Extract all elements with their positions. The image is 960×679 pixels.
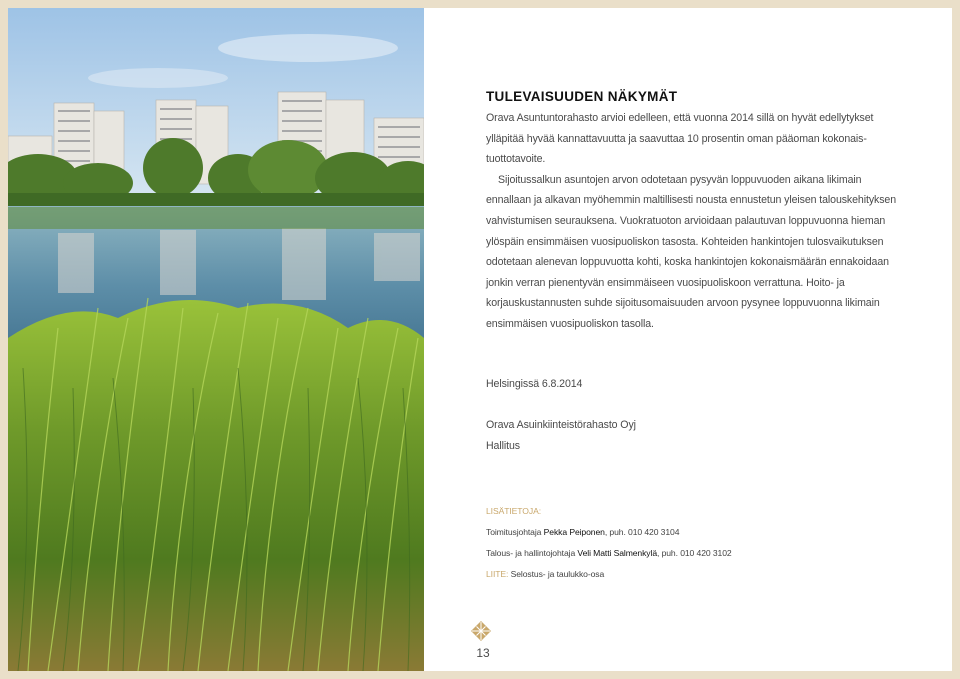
organization-name: Orava Asuinkiinteistörahasto Oyj <box>486 419 636 431</box>
ceo-name: Pekka Peiponen <box>543 527 605 537</box>
board-signature: Hallitus <box>486 440 520 452</box>
contact-ceo <box>486 522 906 543</box>
contact-info <box>486 501 906 585</box>
place-date: Helsingissä 6.8.2014 <box>486 378 583 390</box>
attachment-text: Selostus- ja taulukko-osa <box>510 569 605 579</box>
pinecone-icon <box>471 621 491 641</box>
cfo-phone: , puh. 010 420 3102 <box>657 548 732 558</box>
paragraph-portfolio: Sijoitussalkun asuntojen arvon odotetaan pysyvän loppuvuoden aikana likimain ennallaan ja alkavan myöhemmin maltillisesti nousta ennustetun yleisen talouskehityksen vahvistumisen seurauksena. Vuokratuoton arvioidaan palautuvan loppuvuonna hieman ylöspäin ensimmäisen vuosipuoliskon tasosta. Kohteiden hankintojen tulosvaikutuksen odotetaan alenevan loppuvuotta kohti, koska hankintojen kokonaismäärän ennakoidaan jonkin verran pienentyvän ensimmäiseen vuosipuoliskoon verrattuna. Hoito- ja korjauskustannusten suhde sijoitusomaisuuden arvoon pysynee loppuvuonna likimain ensimmäisen vuosipuoliskon tasolla. <box>486 173 896 330</box>
cfo-title: Talous- ja hallintojohtaja <box>486 548 576 558</box>
text-column <box>486 8 926 671</box>
body-text <box>486 108 906 335</box>
page-number: 13 <box>476 646 490 660</box>
attachment-line <box>486 564 906 585</box>
section-heading: TULEVAISUUDEN NÄKYMÄT <box>486 89 678 104</box>
lakeside-apartments-photo <box>8 8 424 671</box>
attachment-label: LIITE: <box>486 569 509 579</box>
contact-cfo <box>486 543 906 564</box>
cfo-name: Veli Matti Salmenkylä <box>577 548 657 558</box>
ceo-title: Toimitusjohtaja <box>486 527 542 537</box>
paragraph-outlook: Orava Asuntuntorahasto arvioi edelleen, että vuonna 2014 sillä on hyvät edellytykset ylläpitää hyvää kannattavuutta ja saavuttaa 10 prosentin oman pääoman kokonais-tuottotavoite. <box>486 112 874 166</box>
document-spread <box>8 8 952 671</box>
ceo-phone: , puh. 010 420 3104 <box>604 527 680 537</box>
contact-heading: LISÄTIETOJA: <box>486 506 541 516</box>
